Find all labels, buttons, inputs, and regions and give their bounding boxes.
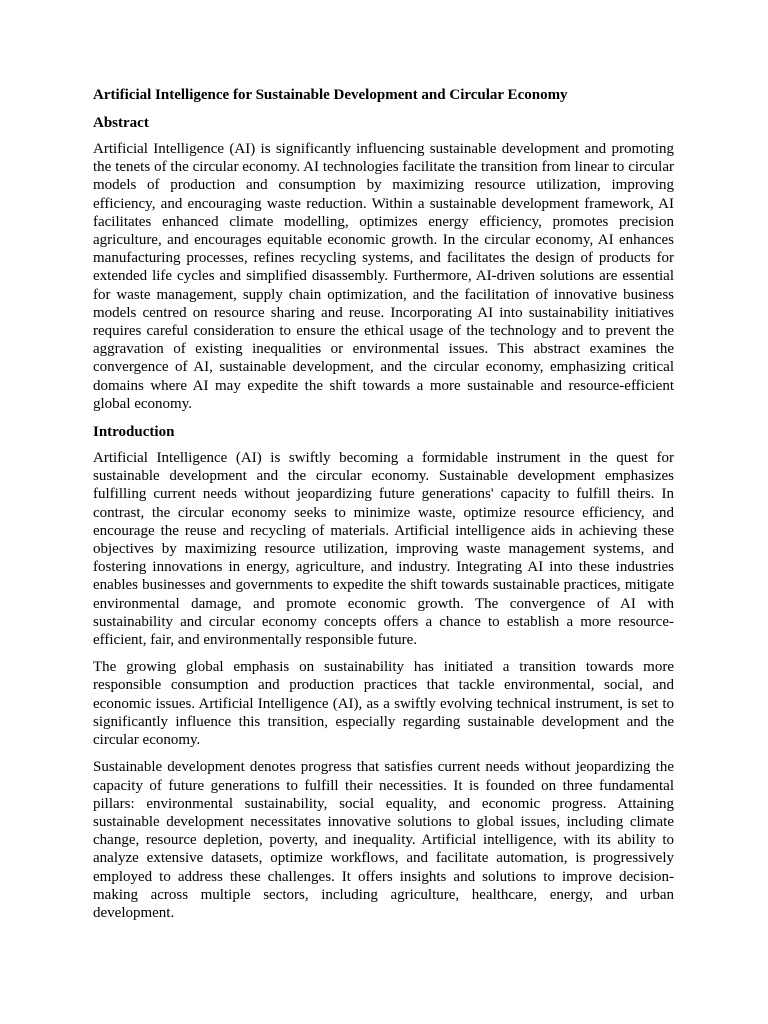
introduction-heading: Introduction: [93, 424, 175, 441]
abstract-heading: Abstract: [93, 115, 149, 131]
introduction-paragraph-1: Artificial Intelligence (AI) is swiftly becoming a formidable instrument in the quest for sustainable development and the circular economy. Sustainable development emphasizes fulfilling current needs without jeopardizing future generations' capacity to fulfill theirs. In contrast, the circular economy seeks to minimize waste, optimize resource efficiency, and encourage the reuse and recycling of materials. Artificial intelligence aids in achieving these objectives by maximizing resource utilization, improving waste management systems, and fostering innovations in energy, agriculture, and industry. Integrating AI into these industries enables businesses and governments to expedite the shift towards sustainable practices, mitigate environmental damage, and promote economic growth. The convergence of AI with sustainability and circular economy concepts offers a chance to establish a more resource-efficient, fair, and environmentally responsible future.: [93, 450, 674, 649]
abstract-paragraph: Artificial Intelligence (AI) is significantly influencing sustainable development and promoting the tenets of the circular economy. AI technologies facilitate the transition from linear to circular models of production and consumption by maximizing resource utilization, improving efficiency, and encouraging waste reduction. Within a sustainable development framework, AI facilitates enhanced climate modelling, optimizes energy efficiency, promotes precision agriculture, and encourages equitable economic growth. In the circular economy, AI enhances manufacturing processes, refines recycling systems, and facilitates the design of products for extended life cycles and simplified disassembly. Furthermore, AI-driven solutions are essential for waste management, supply chain optimization, and the facilitation of innovative business models centred on resource sharing and reuse. Incorporating AI into sustainability initiatives requires careful consideration to ensure the ethical usage of the technology and to prevent the aggravation of existing inequalities or environmental issues. This abstract examines the convergence of AI, sustainable development, and the circular economy, emphasizing critical domains where AI may expedite the shift towards a more sustainable and resource-efficient global economy.: [93, 141, 674, 412]
document-title: Artificial Intelligence for Sustainable Development and Circular Economy: [93, 87, 568, 103]
introduction-paragraph-3: Sustainable development denotes progress that satisfies current needs without jeopardizing the capacity of future generations to fulfill their necessities. It is founded on three fundamental pillars: environmental sustainability, social equality, and economic progress. Attaining sustainable development necessitates innovative solutions to global issues, including climate change, resource depletion, poverty, and inequality. Artificial intelligence, with its ability to analyze extensive datasets, optimize workflows, and facilitate automation, is progressively employed to address these challenges. It offers insights and solutions to improve decision-making across multiple sectors, including agriculture, healthcare, energy, and urban development.: [93, 759, 674, 921]
introduction-paragraph-2: The growing global emphasis on sustainability has initiated a transition towards more responsible consumption and production practices that tackle environmental, social, and economic issues. Artificial Intelligence (AI), as a swiftly evolving technical instrument, is set to significantly influence this transition, especially regarding sustainable development and the circular economy.: [93, 659, 674, 749]
document-page: [93, 85, 674, 931]
